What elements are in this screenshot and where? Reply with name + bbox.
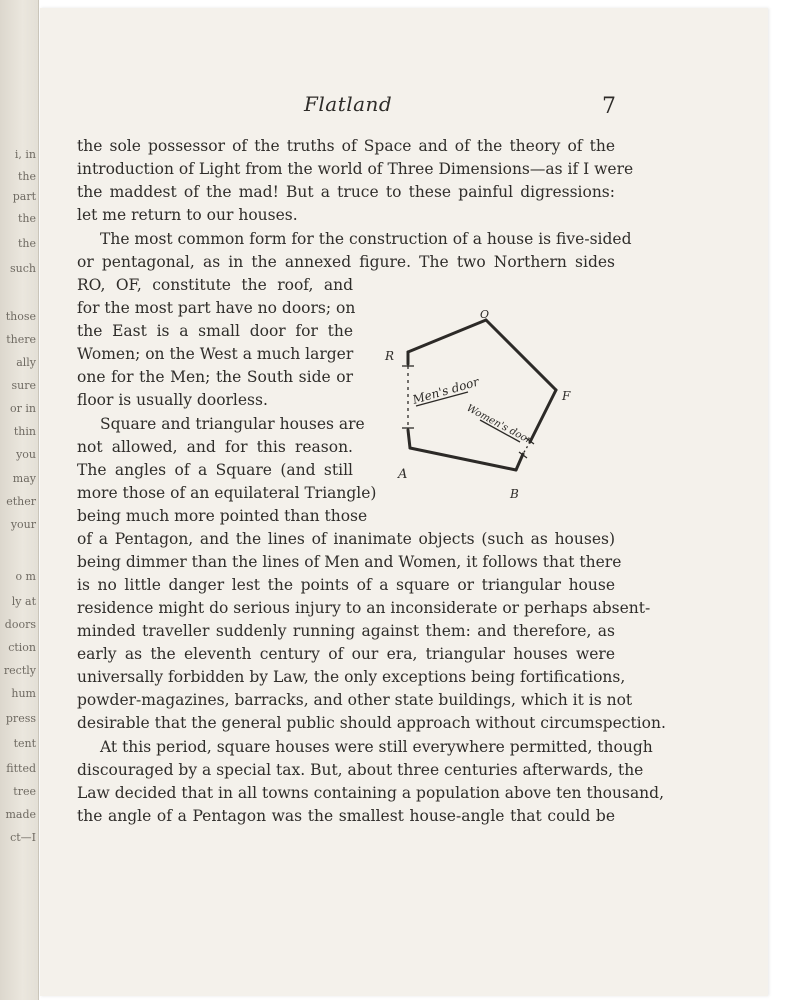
facing-fragment: tree [13,785,36,798]
facing-fragment: may [12,472,36,485]
text-line: RO, OF, constitute the roof, and [77,276,353,294]
facing-fragment: ct—I [10,831,36,844]
facing-fragment: ether [6,495,36,508]
facing-fragment: rectly [3,664,36,677]
facing-fragment: the [17,170,36,183]
pentagon-house-figure [380,308,580,508]
text-line: floor is usually doorless. [77,391,268,409]
facing-fragment: thin [13,425,36,438]
facing-fragment: i, in [14,148,36,161]
text-line: The angles of a Square (and still [77,461,353,479]
text-line: At this period, square houses were still everywhere permitted, though [100,738,653,756]
text-line: one for the Men; the South side or [77,368,353,386]
facing-fragment: or in [10,402,36,415]
vertex-label-f: F [562,389,571,403]
text-line: Women; on the West a much larger [77,345,354,363]
running-title: Flatland [304,92,393,116]
pentagon-house-diagram [380,308,580,508]
facing-fragment: ally [16,356,36,369]
facing-fragment: fitted [6,762,36,775]
text-line: residence might do serious injury to an inconsiderate or perhaps absent- [77,599,651,617]
text-line: for the most part have no doors; on [77,299,356,317]
page-number: 7 [602,94,616,119]
facing-fragment: hum [11,687,36,700]
text-line: powder-magazines, barracks, and other state buildings, which it is not [77,691,633,709]
edge-ro [408,320,486,352]
edge-south [410,448,516,470]
facing-fragment: ly at [11,595,36,608]
womens-door-label: Women's door [464,402,534,447]
facing-fragment: part [12,190,36,203]
text-line: early as the eleventh century of our era, triangular houses were [77,645,615,663]
facing-fragment: doors [4,618,36,631]
edge-west-lower [408,430,410,448]
facing-fragment: you [16,448,36,461]
facing-fragment: such [10,262,36,275]
vertex-label-r: R [385,349,395,363]
text-line: discouraged by a special tax. But, about three centuries afterwards, the [77,761,644,779]
facing-fragment: those [5,310,36,323]
facing-fragment: made [5,808,36,821]
facing-fragment: ction [8,641,36,654]
edge-of [486,320,556,390]
text-line: The most common form for the construction of a house is five-sided [100,230,632,248]
facing-fragment: o m [15,570,36,583]
text-line: being much more pointed than those [77,507,368,525]
text-line: introduction of Light from the world of Three Dimensions—as if I were [77,160,634,178]
text-line: more those of an equilateral Triangle) [77,484,377,502]
text-line: minded traveller suddenly running against them: and therefore, as [77,622,615,640]
text-line: Square and triangular houses are [100,415,365,433]
facing-fragment: sure [11,379,36,392]
text-line: let me return to our houses. [77,206,298,224]
text-line: being dimmer than the lines of Men and Women, it follows that there [77,553,622,571]
facing-fragment: tent [13,737,36,750]
book-page [40,8,768,996]
facing-fragment: there [6,333,36,346]
edge-east-upper [530,390,556,442]
text-line: Law decided that in all towns containing a population above ten thousand, [77,784,665,802]
vertex-label-a: A [398,467,408,482]
text-line: universally forbidden by Law, the only exceptions being fortifications, [77,668,626,686]
facing-page-edge [0,0,39,1000]
text-line: is no little danger lest the points of a square or triangular house [77,576,615,594]
text-line: not allowed, and for this reason. [77,438,353,456]
text-line: or pentagonal, as in the annexed figure. The two Northern sides [77,253,615,271]
text-line: the angle of a Pentagon was the smallest house-angle that could be [77,807,615,825]
mens-door-label: Men's door [410,374,481,407]
text-line: the maddest of the mad! But a truce to these painful digressions: [77,183,615,201]
text-line: the East is a small door for the [77,322,353,340]
text-line: desirable that the general public should approach without circumspection. [77,714,666,732]
facing-fragment: the [17,237,36,250]
facing-fragment: the [17,212,36,225]
vertex-label-b: B [510,487,519,501]
text-line: the sole possessor of the truths of Space and of the theory of the [77,137,615,155]
edge-east-lower [516,454,523,470]
facing-fragment: your [10,518,36,531]
facing-fragment: press [5,712,36,725]
text-line: of a Pentagon, and the lines of inanimate objects (such as houses) [77,530,615,548]
vertex-label-o: O [480,308,490,321]
